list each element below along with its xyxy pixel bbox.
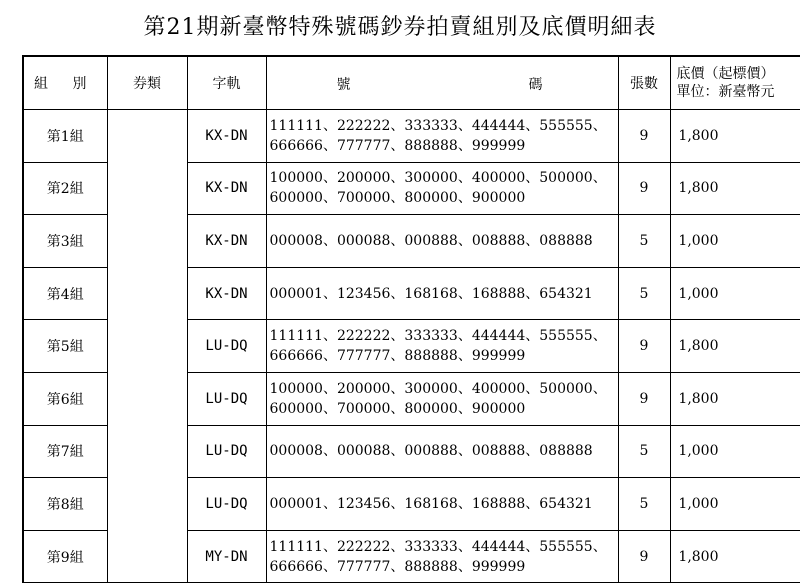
cell-group: 第5組	[23, 320, 107, 373]
auction-table	[22, 55, 800, 583]
table-header-row	[23, 56, 800, 110]
cell-kind	[107, 110, 187, 583]
cell-rail: KX-DN	[187, 162, 266, 215]
cell-price: 1,000	[670, 215, 800, 268]
header-group: 組 別	[23, 56, 107, 110]
cell-rail: LU-DQ	[187, 425, 266, 478]
header-numbers-left: 號	[336, 77, 351, 93]
numbers-line1: 000008、000088、000888、008888、088888	[269, 443, 593, 460]
cell-count: 5	[618, 478, 670, 531]
cell-price: 1,000	[670, 478, 800, 531]
numbers-line1: 100000、200000、300000、400000、500000、	[269, 170, 607, 187]
cell-rail: MY-DN	[187, 530, 266, 583]
header-price-line2: 單位：新臺幣元	[676, 84, 775, 100]
cell-numbers	[266, 162, 618, 215]
cell-group: 第8組	[23, 478, 107, 531]
header-price-line1: 底價（起標價）	[676, 66, 775, 82]
cell-count: 5	[618, 215, 670, 268]
cell-group: 第7組	[23, 425, 107, 478]
cell-group: 第4組	[23, 267, 107, 320]
cell-price: 1,800	[670, 530, 800, 583]
cell-numbers	[266, 267, 618, 320]
numbers-line2: 600000、700000、800000、900000	[269, 400, 526, 417]
numbers-line1: 000001、123456、168168、168888、654321	[269, 495, 593, 512]
cell-numbers	[266, 478, 618, 531]
cell-rail: KX-DN	[187, 267, 266, 320]
cell-price: 1,000	[670, 425, 800, 478]
cell-count: 9	[618, 372, 670, 425]
header-kind: 券類	[107, 56, 187, 110]
numbers-line2: 600000、700000、800000、900000	[269, 190, 526, 207]
numbers-line1: 000008、000088、000888、008888、088888	[269, 232, 593, 249]
header-numbers-right: 碼	[528, 77, 543, 93]
numbers-line2: 666666、777777、888888、999999	[269, 558, 526, 575]
header-count: 張數	[618, 56, 670, 110]
cell-group: 第9組	[23, 530, 107, 583]
cell-numbers	[266, 320, 618, 373]
cell-rail: KX-DN	[187, 215, 266, 268]
numbers-line1: 111111、222222、333333、444444、555555、	[269, 328, 607, 345]
numbers-line2: 666666、777777、888888、999999	[269, 137, 526, 154]
cell-numbers	[266, 372, 618, 425]
cell-group: 第1組	[23, 110, 107, 163]
cell-count: 9	[618, 110, 670, 163]
header-numbers	[266, 56, 618, 110]
cell-price: 1,800	[670, 320, 800, 373]
cell-price: 1,800	[670, 110, 800, 163]
cell-numbers	[266, 530, 618, 583]
cell-price: 1,800	[670, 162, 800, 215]
cell-price: 1,800	[670, 372, 800, 425]
numbers-line2: 666666、777777、888888、999999	[269, 348, 526, 365]
numbers-line1: 111111、222222、333333、444444、555555、	[269, 538, 607, 555]
cell-numbers	[266, 215, 618, 268]
cell-group: 第6組	[23, 372, 107, 425]
cell-numbers	[266, 425, 618, 478]
cell-numbers	[266, 110, 618, 163]
cell-rail: LU-DQ	[187, 478, 266, 531]
cell-count: 9	[618, 162, 670, 215]
cell-price: 1,000	[670, 267, 800, 320]
document-title: 第21期新臺幣特殊號碼鈔券拍賣組別及底價明細表	[143, 15, 657, 40]
cell-rail: KX-DN	[187, 110, 266, 163]
cell-count: 9	[618, 530, 670, 583]
cell-count: 9	[618, 320, 670, 373]
cell-rail: LU-DQ	[187, 320, 266, 373]
cell-group: 第2組	[23, 162, 107, 215]
table-row	[23, 110, 800, 163]
header-rail: 字軌	[187, 56, 266, 110]
numbers-line1: 000001、123456、168168、168888、654321	[269, 285, 593, 302]
cell-count: 5	[618, 425, 670, 478]
table-body	[23, 110, 800, 583]
header-price	[670, 56, 800, 110]
cell-count: 5	[618, 267, 670, 320]
cell-rail: LU-DQ	[187, 372, 266, 425]
cell-group: 第3組	[23, 215, 107, 268]
numbers-line1: 111111、222222、333333、444444、555555、	[269, 117, 607, 134]
numbers-line1: 100000、200000、300000、400000、500000、	[269, 380, 607, 397]
